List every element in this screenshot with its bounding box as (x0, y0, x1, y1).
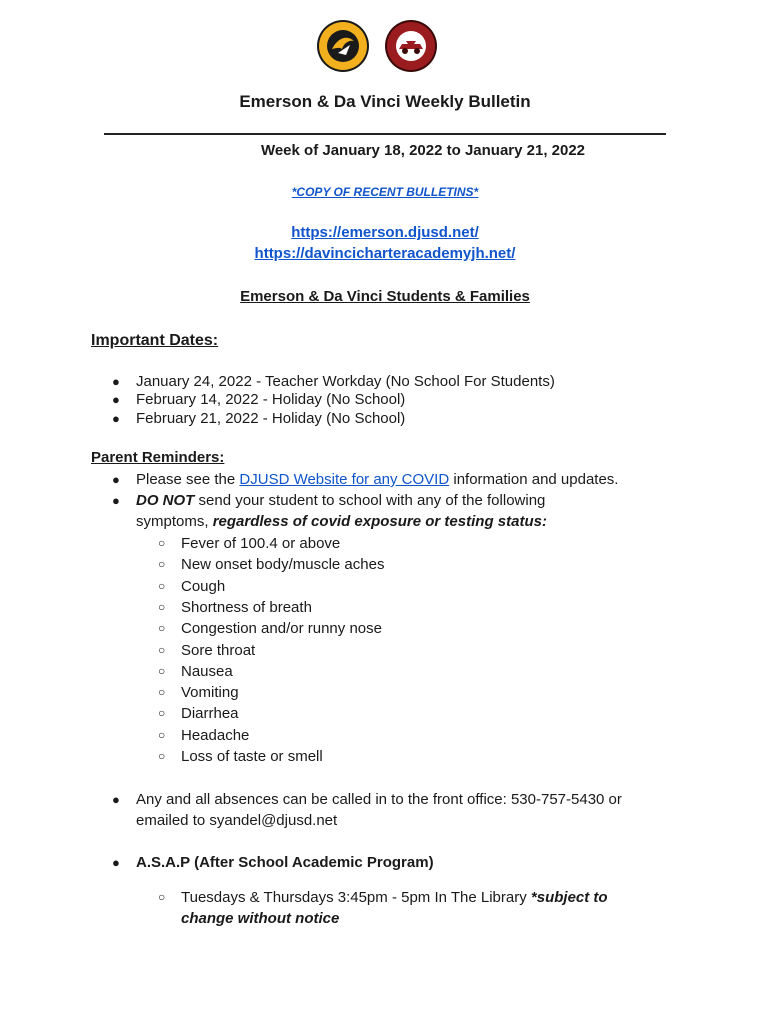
symptom-item: Sore throat (181, 642, 256, 659)
recent-bulletins-link[interactable]: *COPY OF RECENT BULLETINS* (291, 185, 479, 199)
circle-bullet-icon: ○ (158, 890, 166, 904)
absence-reminder-line2: emailed to syandel@djusd.net (136, 812, 338, 829)
da-vinci-logo (384, 19, 438, 73)
bullet-icon: ● (112, 392, 120, 407)
circle-bullet-icon: ○ (158, 685, 166, 699)
parent-reminders-heading: Parent Reminders: (91, 449, 225, 466)
symptom-item: Congestion and/or runny nose (181, 620, 382, 637)
logo-row (0, 19, 770, 75)
bullet-icon: ● (112, 493, 120, 508)
symptoms-reminder-line2: symptoms, regardless of covid exposure or testing status: (136, 513, 547, 530)
date-item: February 14, 2022 - Holiday (No School) (136, 391, 406, 408)
circle-bullet-icon: ○ (158, 728, 166, 742)
symptom-item: Diarrhea (181, 705, 239, 722)
absence-reminder: Any and all absences can be called in to the front office: 530-757-5430 or (136, 791, 622, 808)
asap-title: A.S.A.P (After School Academic Program) (136, 854, 434, 871)
bullet-icon: ● (112, 792, 120, 807)
symptom-item: New onset body/muscle aches (181, 556, 385, 573)
week-range: Week of January 18, 2022 to January 21, 2022 (260, 142, 586, 159)
circle-bullet-icon: ○ (158, 706, 166, 720)
important-dates-heading: Important Dates: (91, 332, 219, 349)
symptom-item: Loss of taste or smell (181, 748, 323, 765)
asap-schedule: Tuesdays & Thursdays 3:45pm - 5pm In The Library *subject to (181, 889, 608, 906)
title-divider (104, 133, 666, 135)
symptom-item: Nausea (181, 663, 233, 680)
bullet-icon: ● (112, 411, 120, 426)
symptom-item: Fever of 100.4 or above (181, 535, 341, 552)
date-item: February 21, 2022 - Holiday (No School) (136, 410, 406, 427)
symptom-item: Cough (181, 578, 226, 595)
davinci-link[interactable]: https://davincicharteracademyjh.net/ (254, 245, 516, 262)
bullet-icon: ● (112, 472, 120, 487)
asap-schedule-line2: change without notice (181, 910, 340, 927)
symptom-item: Headache (181, 727, 250, 744)
circle-bullet-icon: ○ (158, 579, 166, 593)
covid-reminder: Please see the DJUSD Website for any COVID information and updates. (136, 471, 619, 488)
circle-bullet-icon: ○ (158, 536, 166, 550)
circle-bullet-icon: ○ (158, 600, 166, 614)
bulletin-title: Emerson & Da Vinci Weekly Bulletin (239, 92, 531, 111)
emerson-link[interactable]: https://emerson.djusd.net/ (291, 224, 479, 241)
bullet-icon: ● (112, 855, 120, 870)
circle-bullet-icon: ○ (158, 749, 166, 763)
symptom-item: Shortness of breath (181, 599, 312, 616)
circle-bullet-icon: ○ (158, 643, 166, 657)
symptom-item: Vomiting (181, 684, 239, 701)
circle-bullet-icon: ○ (158, 664, 166, 678)
symptoms-reminder: DO NOT send your student to school with any of the following (136, 492, 546, 509)
circle-bullet-icon: ○ (158, 621, 166, 635)
date-item: January 24, 2022 - Teacher Workday (No School For Students) (136, 373, 555, 390)
audience-heading: Emerson & Da Vinci Students & Families (240, 288, 530, 305)
bullet-icon: ● (112, 374, 120, 389)
djusd-website-link[interactable]: DJUSD Website for any COVID (239, 471, 450, 488)
emerson-logo (316, 19, 370, 73)
circle-bullet-icon: ○ (158, 557, 166, 571)
